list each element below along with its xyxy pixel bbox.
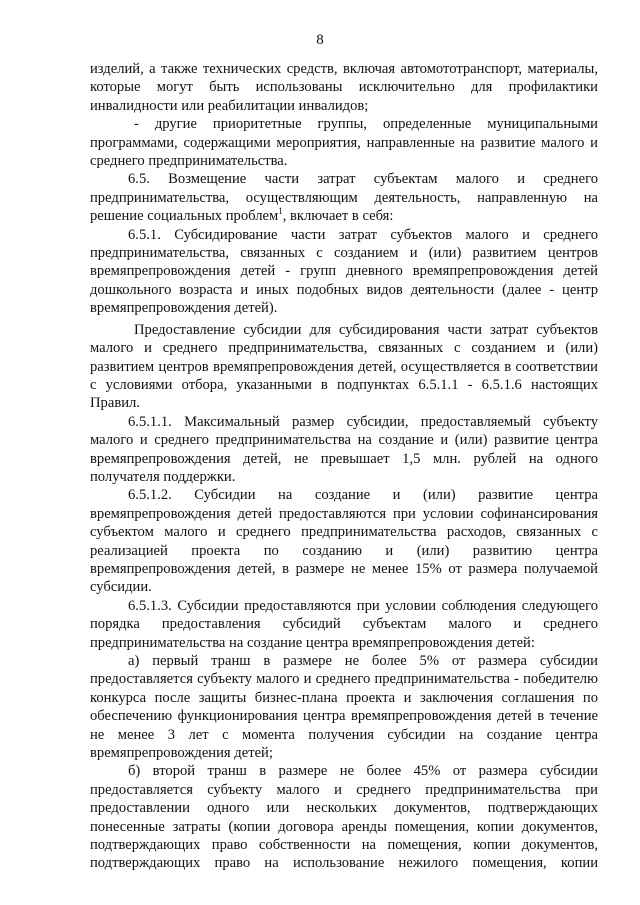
paragraph-other-priority-groups: - другие приоритетные группы, определенные муниципальными программами, содержащими мероприятия, направленные на развитие малого и среднего предпринимательства. xyxy=(90,116,598,170)
paragraph-second-tranche: б) второй транш в размере не более 45% от размера субсидии предоставляется субъекту малого и среднего предпринимательства при предоставлении одного или нескольких документов, подтверждающих понесенные затраты (копии договора аренды помещения, копии документов, подтверждающих право собственности на помещения, копии документов, подтверждающих право на использование нежилого помещения, копии xyxy=(90,763,598,872)
paragraph-first-tranche: а) первый транш в размере не более 5% от размера субсидии предоставляется субъекту малого и среднего предпринимательства - победителю конкурса после защиты бизнес-плана проекта и заключения соглашения по обеспечению функционирования центра времяпрепровождения детей в течение не менее 3 лет с момента получения субсидии на создание центра времяпрепровождения детей; xyxy=(90,653,598,762)
paragraph-subsidy-provision: Предоставление субсидии для субсидирования части затрат субъектов малого и среднего предпринимательства, связанных с созданием и (или) развитием центров времяпрепровождения детей, осуществляется в соответствии с условиями отбора, указанными в подпунктах 6.5.1.1 - 6.5.1.6 настоящих Правил. xyxy=(90,321,598,412)
paragraph-continuation: изделий, а также технических средств, включая автомототранспорт, материалы, которые могут быть использованы исключительно для профилактики инвалидности или реабилитации инвалидов; xyxy=(90,61,598,114)
paragraph-6-5 xyxy=(90,170,598,225)
paragraph-6-5-1-1: 6.5.1.1. Максимальный размер субсидии, предоставляемый субъекту малого и среднего предпринимательства на создание и (или) развитие центра времяпрепровождения детей, не превышает 1,5 млн. рублей на одного получателя поддержки. xyxy=(90,413,598,485)
paragraph-6-5-1: 6.5.1. Субсидирование части затрат субъектов малого и среднего предпринимательства, связанных с созданием и (или) развитием центров времяпрепровождения детей - групп дневного времяпрепровождения детей дошкольного возраста и иных подобных видов деятельности (далее - центр времяпрепровождения детей). xyxy=(90,226,598,317)
document-body xyxy=(90,60,598,873)
footnote-marker: 1 xyxy=(278,206,283,217)
paragraph-6-5-1-3: 6.5.1.3. Субсидии предоставляются при условии соблюдения следующего порядка предоставления субсидий субъектам малого и среднего предпринимательства на создание центра времяпрепровождения детей: xyxy=(90,597,598,651)
page-number: 8 xyxy=(316,32,324,48)
paragraph-6-5-text: 6.5. Возмещение части затрат субъектам малого и среднего предпринимательства, осуществляющим деятельность, направленную на решение социальных проблем xyxy=(90,171,598,225)
paragraph-6-5-1-2: 6.5.1.2. Субсидии на создание и (или) развитие центра времяпрепровождения детей предоставляются при условии софинансирования субъектом малого и среднего предпринимательства расходов, связанных с реализацией проекта по созданию и (или) развитию центра времяпрепровождения детей, в размере не менее 15% от размера получаемой субсидии. xyxy=(90,487,598,596)
paragraph-6-5-tail: , включает в себя: xyxy=(282,208,394,225)
